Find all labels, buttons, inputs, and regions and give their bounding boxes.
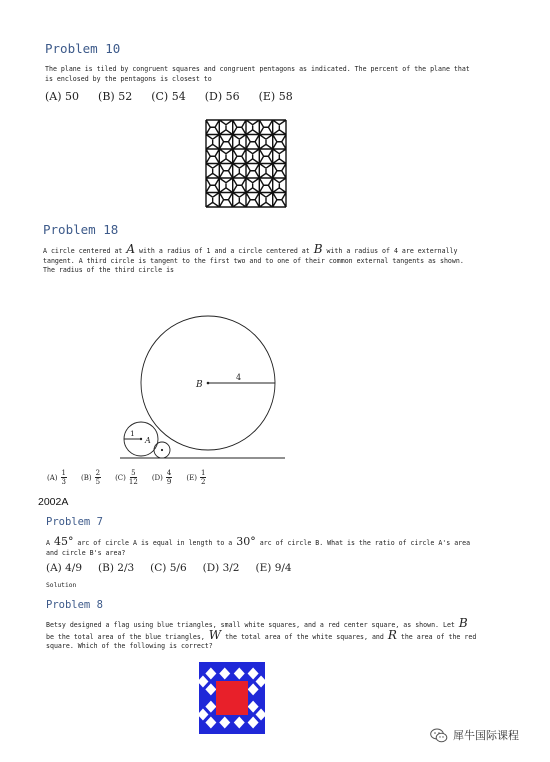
option-b: (B) 2/3 (98, 562, 135, 574)
option-a: (A) 4/9 (46, 562, 83, 574)
problem-8-line-1: Betsy designed a flag using blue triangles, small white squares, and a red center square, as shown. Let B (46, 616, 468, 630)
problem-10-options (45, 90, 312, 103)
problem-7-options (46, 562, 308, 574)
tiling-lines (206, 120, 286, 207)
label-radius-4: 4 (236, 373, 242, 382)
option-d: (D) 3/2 (202, 562, 240, 574)
watermark (430, 727, 519, 743)
label-b: B (196, 380, 203, 390)
label-a: A (145, 436, 151, 445)
pentagon-tiling-figure (205, 119, 287, 208)
problem-7-line-2: and circle B's area? (46, 548, 126, 557)
problem-10-title: Problem 10 (45, 41, 121, 56)
wechat-icon (430, 728, 448, 743)
three-circles-figure (110, 305, 295, 467)
problem-7-text (46, 537, 470, 558)
flag-figure (199, 662, 265, 734)
problem-8-text (46, 616, 477, 652)
problem-10-text (45, 65, 470, 84)
option-d: (D) $\frac{4}{9}$ (151, 469, 172, 486)
option-a: (A) 50 (45, 90, 80, 103)
problem-18-line-2: tangent. A third circle is tangent to the first two and to one of their common external tangents as shown. (43, 256, 464, 265)
problem-8-line-3: square. Which of the following is correct? (46, 642, 213, 650)
third-center-dot (161, 449, 163, 451)
problem-18-options (47, 469, 220, 486)
label-radius-1: 1 (130, 429, 135, 438)
problem-8-line-2: be the total area of the blue triangles, W the total area of the white squares, and R the area of the red (46, 627, 477, 642)
solution-link[interactable]: Solution (46, 582, 77, 589)
problem-7-line-1: A 45° arc of circle A is equal in length to a 30° arc of circle B. What is the ratio of circle A's area (46, 535, 471, 548)
section-heading: 2002A (38, 496, 69, 508)
flag-red-square (216, 681, 248, 715)
option-c: (C) 54 (151, 90, 186, 103)
option-c: (C) 5/6 (150, 562, 187, 574)
option-a: (A) $\frac{1}{3}$ (47, 469, 66, 486)
option-d: (D) 56 (204, 90, 240, 103)
option-e: (E) 9/4 (255, 562, 292, 574)
problem-7-title: Problem 7 (46, 516, 103, 528)
option-c: (C) $\frac{5}{12}$ (115, 469, 138, 486)
problem-10-line-1: The plane is tiled by congruent squares and congruent pentagons as indicated. The percent of the plane that (45, 65, 470, 73)
center-a (140, 438, 142, 440)
problem-18-title: Problem 18 (43, 222, 119, 237)
option-b: (B) $\frac{2}{5}$ (81, 469, 101, 486)
problem-18-line-3: The radius of the third circle is (43, 266, 175, 274)
option-b: (B) 52 (98, 90, 133, 103)
option-e: (E) 58 (258, 90, 293, 103)
option-e: (E) $\frac{1}{2}$ (186, 469, 206, 486)
problem-18-text (43, 242, 464, 276)
problem-18-line-1: A circle centered at A with a radius of 1 and a circle centered at B with a radius of 4 are externally (43, 242, 458, 256)
center-b (207, 382, 210, 385)
problem-10-line-2: is enclosed by the pentagons is closest to (45, 74, 212, 83)
problem-8-title: Problem 8 (46, 599, 103, 611)
watermark-text: 犀牛国际课程 (453, 729, 519, 742)
